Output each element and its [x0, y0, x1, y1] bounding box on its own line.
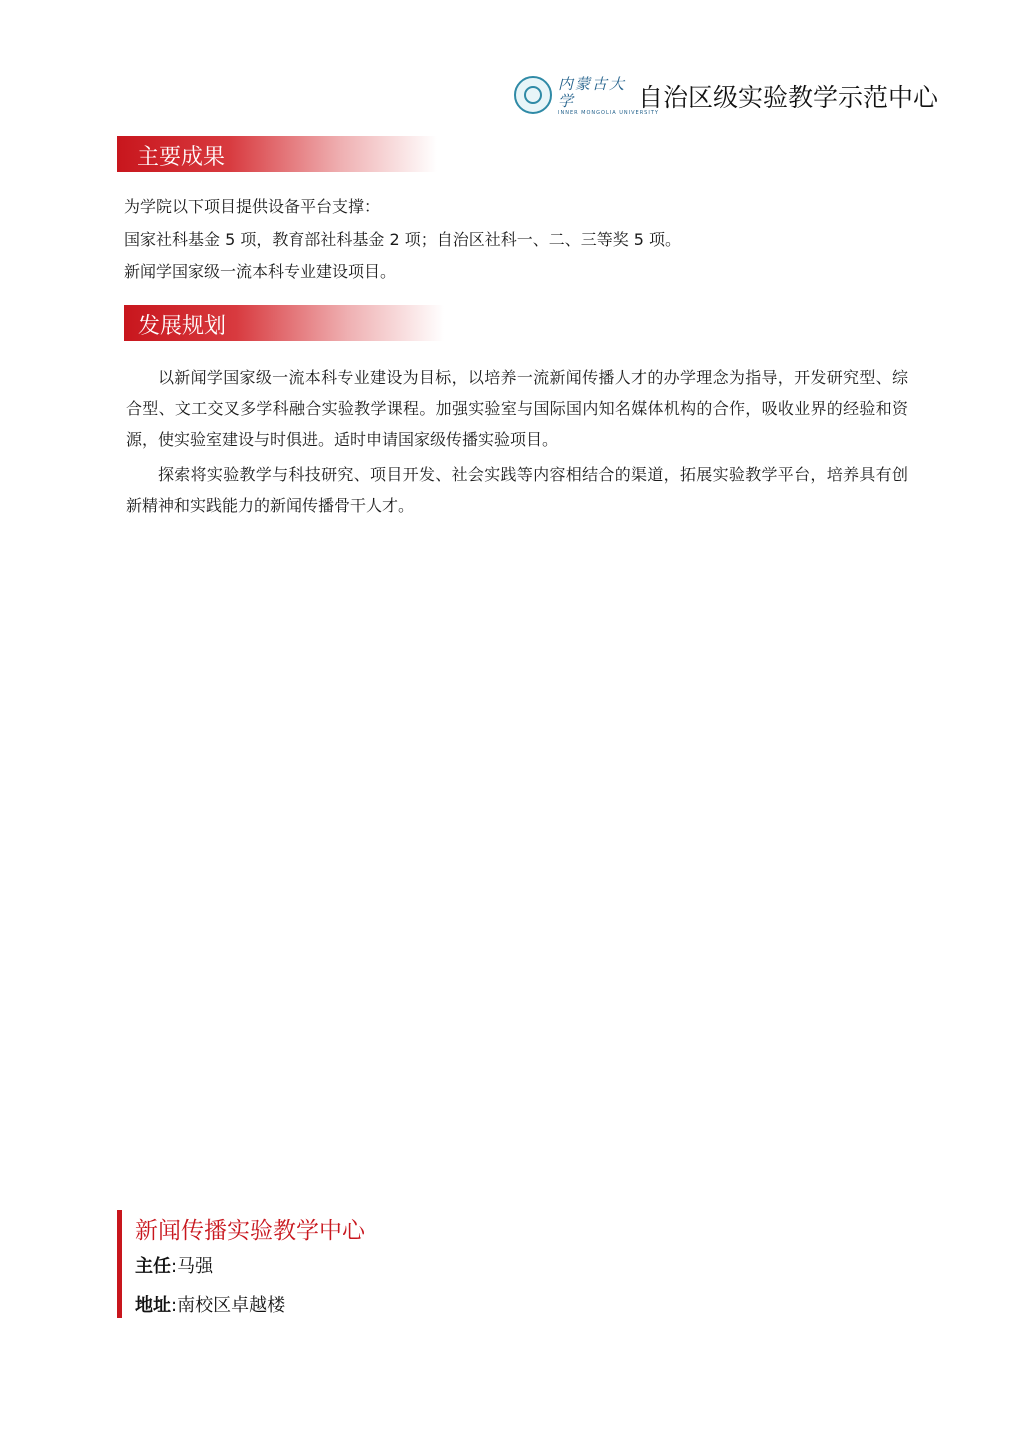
footer-center-name: 新闻传播实验教学中心 — [135, 1218, 365, 1244]
address-separator: : — [171, 1295, 178, 1316]
planning-paragraph-1: 以新闻学国家级一流本科专业建设为目标，以培养一流新闻传播人才的办学理念为指导，开发研究型、综合型、文工交叉多学科融合实验教学课程。加强实验室与国际国内知名媒体机构的合作，吸收业界的经验和资源，使实验室建设与时俱进。适时申请国家级传播实验项目。 — [126, 368, 908, 449]
address-label: 地址 — [135, 1295, 171, 1316]
section-heading-planning — [124, 305, 444, 341]
university-logo-script: 内蒙古大学 — [558, 75, 627, 110]
page-header — [510, 72, 939, 122]
section-heading-text: 主要成果 — [137, 145, 226, 170]
director-label: 主任 — [135, 1256, 171, 1277]
section-heading-achievements — [117, 136, 437, 172]
university-logo-subtitle: INNER MONGOLIA UNIVERSITY — [558, 110, 659, 116]
achievement-line-2: 国家社科基金 5 项，教育部社科基金 2 项；自治区社科一、二、三等奖 5 项。 — [124, 230, 682, 249]
footer-address — [135, 1291, 285, 1317]
planning-paragraph-2: 探索将实验教学与科技研究、项目开发、社会实践等内容相结合的渠道，拓展实验教学平台，培养具有创新精神和实践能力的新闻传播骨干人才。 — [126, 465, 908, 515]
achievement-line-1: 为学院以下项目提供设备平台支撑： — [124, 197, 381, 216]
director-separator: : — [171, 1256, 178, 1277]
footer-accent-bar — [117, 1210, 122, 1318]
section-heading-text: 发展规划 — [138, 314, 227, 339]
footer-director — [135, 1252, 213, 1278]
achievement-line-3: 新闻学国家级一流本科专业建设项目。 — [124, 262, 397, 281]
address-value: 南校区卓越楼 — [177, 1295, 286, 1316]
director-value: 马强 — [177, 1256, 214, 1277]
university-seal-logo — [514, 76, 552, 114]
header-title: 自治区级实验教学示范中心 — [638, 83, 939, 112]
